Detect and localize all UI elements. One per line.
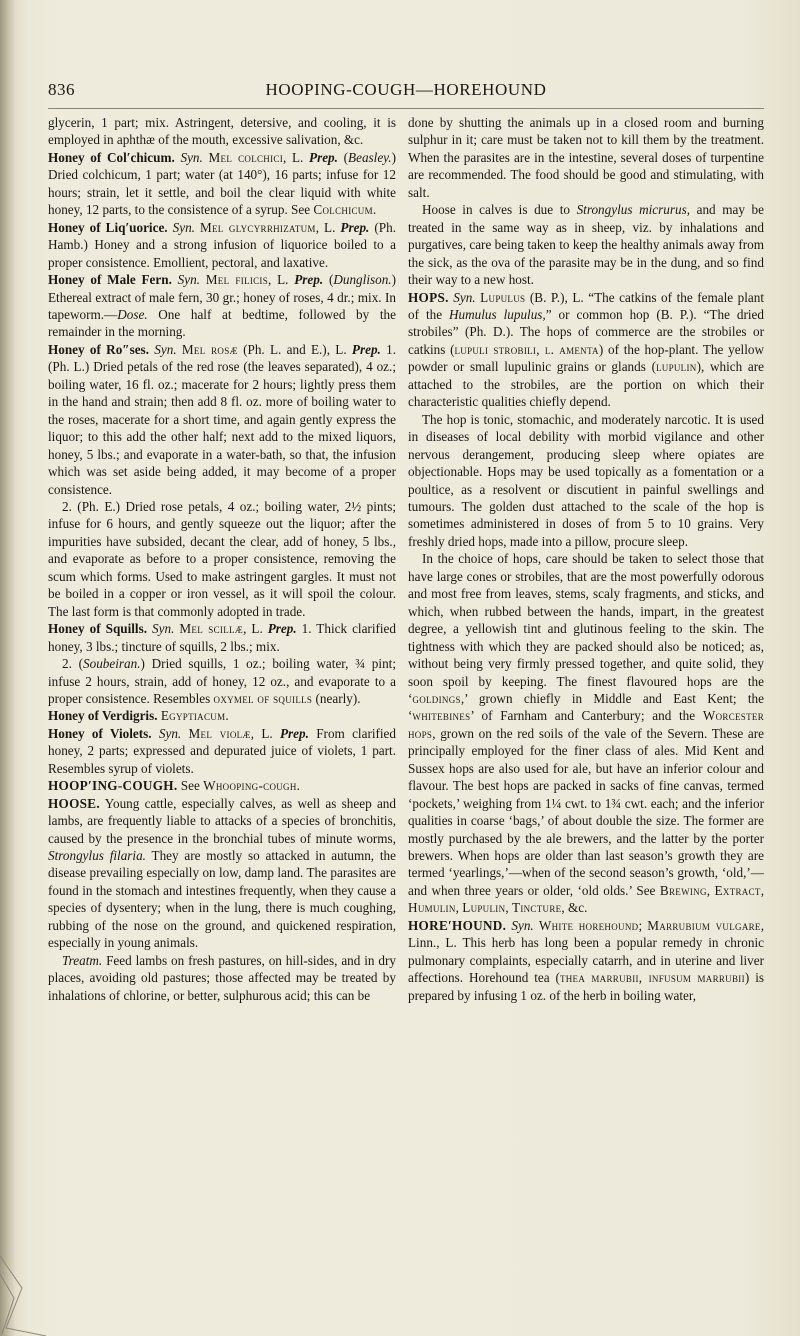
paragraph: Honey of Ro″ses. Syn. Mel rosæ (Ph. L. and E.), L. Prep. 1. (Ph. L.) Dried petals of the red rose (the leaves separated), 4 oz.; boiling water, 16 fl. oz.; macerate for 2 hours; lightly press them in the hand and strain; then add 8 fl. oz. more of boiling water to the roses, macerate for a short time, and again gently express the liquor; to this add the other half; next add to the mixed liquors, honey, 5 lbs.; and evaporate in a water-bath, so that, the infusion which was set aside being added, it may become of a proper consistence. xyxy=(48,341,397,497)
paragraph: HOOSE. Young cattle, especially calves, as well as sheep and lambs, are frequently liable to attacks of a species of bronchitis, caused by the presence in the bronchial tubes of minute worms, Strongylus filaria. They are mostly so attacked in autumn, the disease prevailing especially on low, damp land. The parasites are found in the stomach and intestines frequently, when they cause a species of dysentery; when in the lung, there is much coughing, rubbing of the nose on the ground, and quickened respiration, especially in young animals. xyxy=(48,795,396,951)
page-number: 836 xyxy=(48,80,75,99)
left-text-column xyxy=(48,114,396,1004)
paragraph: HORE′HOUND. Syn. White horehound; Marrubium vulgare, Linn., L. This herb has long been a popular remedy in chronic pulmonary complaints, especially catarrh, and in uterine and liver affections. Horehound tea (thea marrubii, infusum marrubii) is prepared by infusing 1 oz. of the herb in boiling water, xyxy=(408,917,765,1003)
running-title: HOOPING-COUGH—HOREHOUND xyxy=(265,80,547,99)
paragraph: done by shutting the animals up in a closed room and burning sulphur in it; care must be taken not to kill them by the treatment. When the parasites are in the intestine, several doses of turpentine are recommended. The food should be good and stimulating, with salt. xyxy=(408,115,764,200)
paragraph: glycerin, 1 part; mix. Astringent, detersive, and cooling, it is employed in aphthæ of the mouth, excessive salivation, &c. xyxy=(48,115,396,148)
paragraph: HOPS. Syn. Lupulus (B. P.), L. “The catkins of the female plant of the Humulus lupulus,” or common hop (B. P.). “The dried strobiles” (Ph. D.). The hops of commerce are the strobiles or catkins (lupuli strobili, l. amenta) of the hop-plant. The yellow powder or small lupulinic grains or glands (lupulin), which are attached to the strobiles, are the portion on which their characteristic qualities chiefly depend. xyxy=(408,289,765,410)
paragraph: Honey of Violets. Syn. Mel violæ, L. Prep. From clarified honey, 2 parts; expressed and depurated juice of violets, 1 part. Resembles syrup of violets. xyxy=(48,725,397,776)
paragraph: HOOP′ING-COUGH. See Whooping-cough. xyxy=(48,778,300,794)
paragraph: 2. (Soubeiran.) Dried squills, 1 oz.; boiling water, ¾ pint; infuse 2 hours, strain, add of honey, 12 oz., and evaporate to a proper consistence. Resembles oxymel of squills (nearly). xyxy=(48,656,396,706)
paragraph: Honey of Liq′uorice. Syn. Mel glycyrrhizatum, L. Prep. (Ph. Hamb.) Honey and a strong infusion of liquorice boiled to a proper consistence. Emollient, pectoral, and laxative. xyxy=(48,219,396,270)
page-gutter-shadow xyxy=(0,0,16,1336)
page-corner-curl xyxy=(0,1216,60,1336)
paragraph: Honey of Squills. Syn. Mel scillæ, L. Prep. 1. Thick clarified honey, 3 lbs.; tincture of squills, 2 lbs.; mix. xyxy=(48,621,396,654)
paragraph: Honey of Male Fern. Syn. Mel filicis, L. Prep. (Dunglison.) Ethereal extract of male fern, 30 gr.; honey of roses, 4 dr.; mix. In tapeworm.—Dose. One half at bedtime, followed by the remainder in the morning. xyxy=(48,272,396,340)
running-header xyxy=(48,80,764,109)
paragraph: Honey of Col′chicum. Syn. Mel colchici, L. Prep. (Beasley.) Dried colchicum, 1 part; water (at 140°), 16 parts; infuse for 12 hours; strain, let it settle, and boil the clear liquid with white honey, 12 parts, to the consistence of a syrup. See Colchicum. xyxy=(48,149,397,218)
paragraph: Hoose in calves is due to Strongylus micrurus, and may be treated in the same way as in sheep, viz. by inhalations and purgatives, care being taken to keep the healthy animals away from the sick, as the ova of the parasite may be in the dung, and so find their way to a new host. xyxy=(408,202,764,288)
right-text-column xyxy=(408,114,764,1004)
paragraph: Treatm. Feed lambs on fresh pastures, on hill-sides, and in dry places, avoiding old pastures; those affected may be treated by inhalations of chlorine, or better, sulphurous acid; this can be xyxy=(48,952,396,1003)
paragraph: In the choice of hops, care should be taken to select those that have large cones or strobiles, that are the most powerfully odorous and most free from leaves, stems, scaly fragments, and sticks, and which, when rubbed between the hands, impart, in the greatest degree, a yellowish tint and glutinous feeling to the skin. The tightness with which they are packed should also be noticed; as, without being very firmly pressed together, and quite solid, they soon spoil by keeping. The finest flavoured hops are the ‘goldings,’ grown chiefly in Middle and East Kent; the ‘whitebines’ of Farnham and Canterbury; and the Worcester hops, grown on the red soils of the vale of the Severn. These are principally employed for the finer class of ales. Mid Kent and Sussex hops are also used for ale, but have an inferior colour and flavour. The best hops are packed in sacks of fine canvas, termed ‘pockets,’ weighing from 1¼ cwt. to 1¾ cwt. each; and the inferior qualities in coarse ‘bags,’ of about double the size. The former are mostly purchased by the ale brewers, and the latter by the porter brewers. When hops are older than last season’s growth they are termed ‘yearlings,’—when of the second season’s growth, ‘old,’—and when three years or older, ‘old olds.’ See Brewing, Extract, Humulin, Lupulin, Tincture, &c. xyxy=(408,551,764,916)
paragraph: The hop is tonic, stomachic, and moderately narcotic. It is used in diseases of local debility with morbid vigilance and other nervous derangement, producing sleep where opiates are objectionable. Hops may be used topically as a fomentation or a poultice, as a resolvent or discutient in painful swellings and tumours. The golden dust attached to the scale of the hop is sometimes administered in doses of from 5 to 10 grains. Very freshly dried hops, made into a pillow, procure sleep. xyxy=(408,411,764,549)
paragraph: 2. (Ph. E.) Dried rose petals, 4 oz.; boiling water, 2½ pints; infuse for 6 hours, and gently squeeze out the liquor; after the impurities have subsided, decant the clear, add of honey, 5 lbs., and evaporate as before to a proper consistence, removing the scum which forms. Used to make astringent gargles. It must not be boiled in a copper or iron vessel, as it will spoil the colour. The last form is that commonly adopted in trade. xyxy=(48,498,396,619)
paragraph: Honey of Verdigris. Egyptiacum. xyxy=(48,708,229,724)
